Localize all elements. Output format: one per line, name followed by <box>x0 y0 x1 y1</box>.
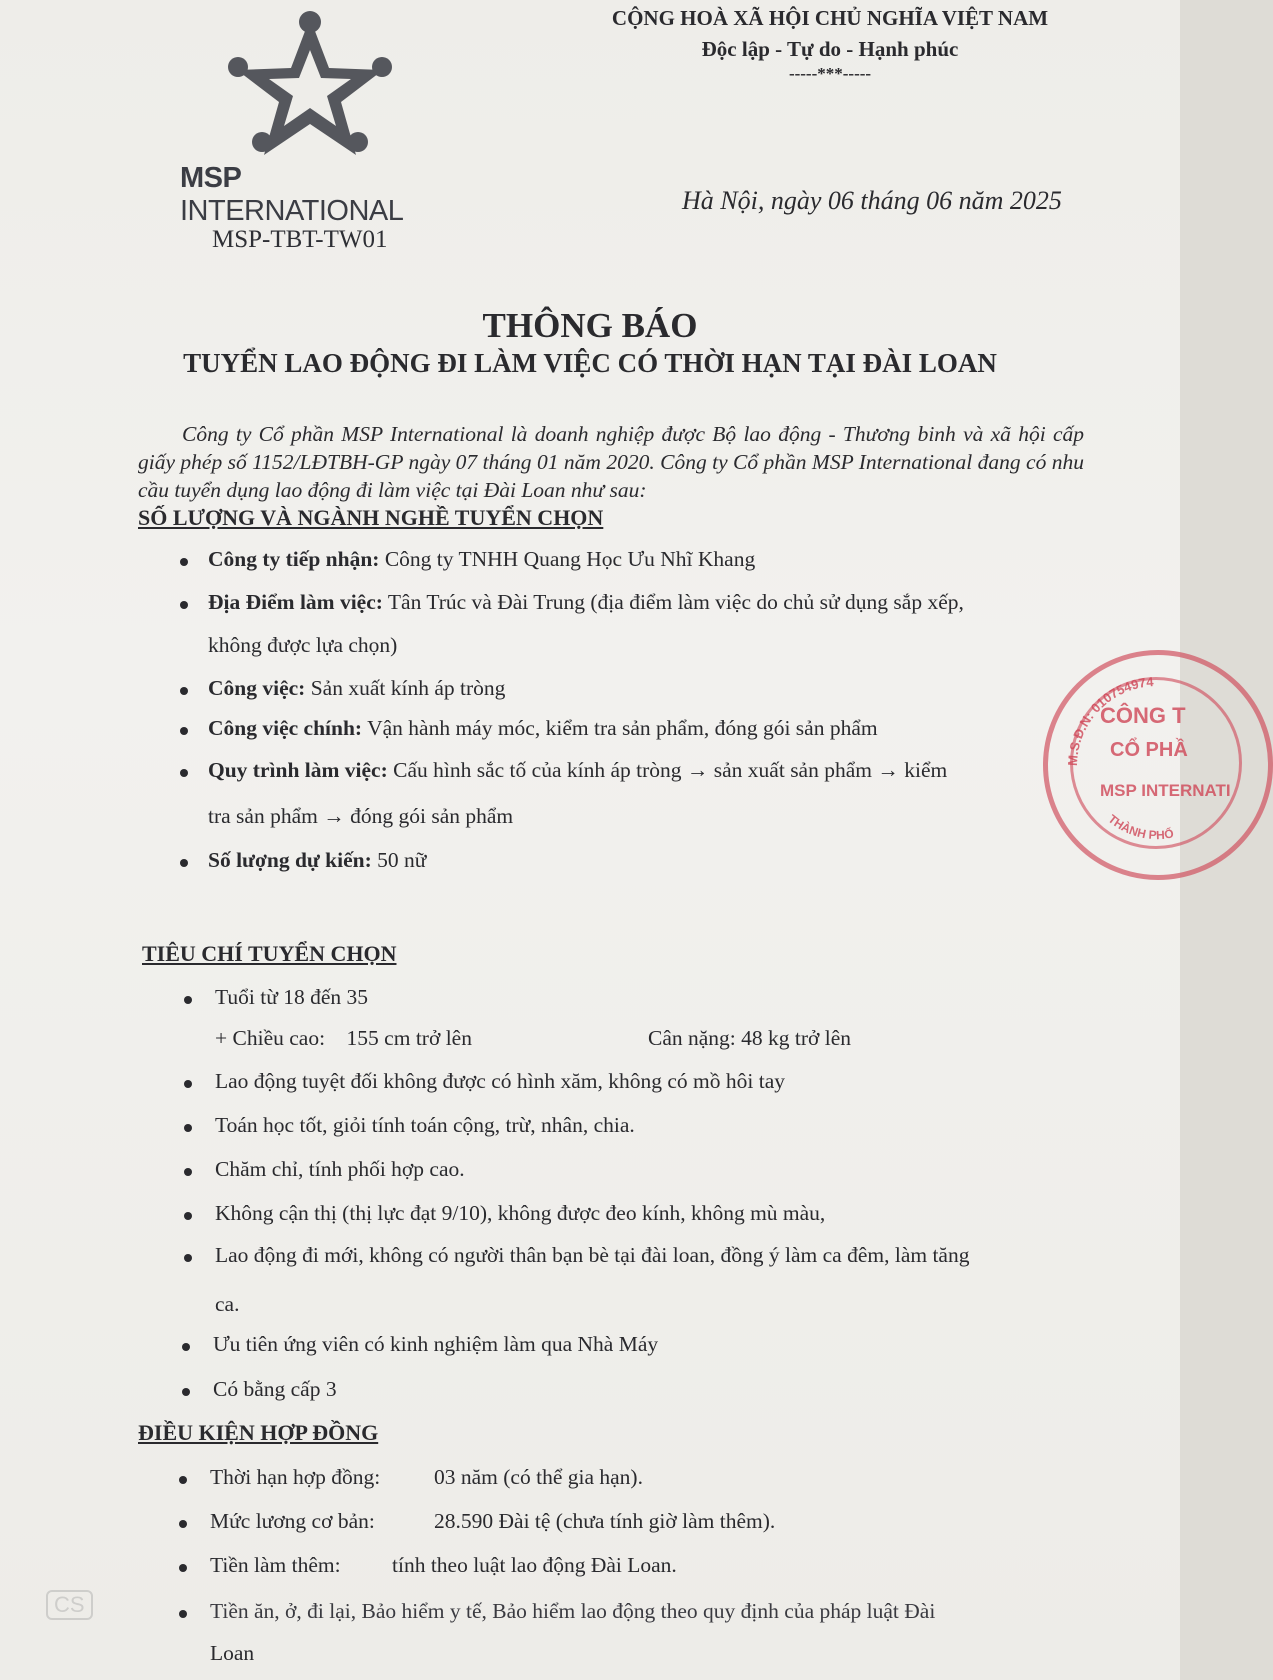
brand-name: MSP INTERNATIONAL <box>180 162 404 227</box>
stamp-line-2: CỔ PHẦ <box>1110 739 1188 761</box>
list-item: Số lượng dự kiến: 50 nữ <box>208 848 426 873</box>
motto-separator: -----***----- <box>788 64 872 83</box>
motto-text: Độc lập - Tự do - Hạnh phúc <box>701 37 959 61</box>
list-item: Địa Điểm làm việc: Tân Trúc và Đài Trung (địa điểm làm việc do chủ sử dụng sắp xếp, <box>208 590 964 615</box>
issue-date: Hà Nội, ngày 06 tháng 06 năm 2025 <box>682 186 1062 215</box>
list-item: Lao động tuyệt đối không được có hình xăm, không có mồ hôi tay <box>215 1069 785 1094</box>
list-item: Có bằng cấp 3 <box>213 1377 337 1402</box>
list-item: Không cận thị (thị lực đạt 9/10), không được đeo kính, không mù màu, <box>215 1201 825 1226</box>
list-item: Lao động đi mới, không có người thân bạn bè tại đài loan, đồng ý làm ca đêm, làm tăng <box>215 1243 969 1268</box>
list-item: Tiền ăn, ở, đi lại, Bảo hiểm y tế, Bảo hiểm lao động theo quy định của pháp luật Đài <box>210 1599 935 1624</box>
section-heading-contract: ĐIỀU KIỆN HỢP ĐỒNG <box>138 1420 379 1445</box>
list-item-continuation: Loan <box>210 1641 255 1665</box>
section-heading-criteria: TIÊU CHÍ TUYỂN CHỌN <box>142 941 397 966</box>
list-item: Tuổi từ 18 đến 35 <box>215 985 368 1010</box>
national-motto <box>560 6 1100 84</box>
height-requirement: + Chiều cao: 155 cm trở lên <box>215 1026 472 1050</box>
list-item: Công việc: Sản xuất kính áp tròng <box>208 676 505 701</box>
list-item: Toán học tốt, giỏi tính toán cộng, trừ, nhân, chia. <box>215 1113 635 1138</box>
document-subtitle: TUYỂN LAO ĐỘNG ĐI LÀM VIỆC CÓ THỜI HẠN TẠI ĐÀI LOAN <box>183 348 997 378</box>
section-heading-quantity: SỐ LƯỢNG VÀ NGÀNH NGHỀ TUYỂN CHỌN <box>138 505 604 530</box>
list-item: Ưu tiên ứng viên có kinh nghiệm làm qua Nhà Máy <box>213 1332 658 1357</box>
list-item-continuation: không được lựa chọn) <box>208 633 398 657</box>
star-logo-icon <box>225 10 395 160</box>
country-name: CỘNG HOÀ XÃ HỘI CHỦ NGHĨA VIỆT NAM <box>611 6 1049 30</box>
list-item: Quy trình làm việc: Cấu hình sắc tố của kính áp tròng → sản xuất sản phẩm → kiểm <box>208 758 947 783</box>
document-title: THÔNG BÁO <box>482 306 698 345</box>
list-item-continuation: ca. <box>215 1292 240 1316</box>
list-item-continuation: tra sản phẩm → đóng gói sản phẩm <box>208 804 514 828</box>
intro-paragraph: Công ty Cổ phần MSP International là doanh nghiệp được Bộ lao động - Thương binh và xã hội cấp giấy phép số 1152/LĐTBH-GP ngày 07 tháng 01 năm 2020. Công ty Cổ phần MSP International đang có nhu cầu tuyển dụng lao động đi làm việc tại Đài Loan như sau: <box>138 422 1084 502</box>
company-logo <box>180 10 450 228</box>
list-item: Thời hạn hợp đồng: 03 năm (có thể gia hạn). <box>210 1465 380 1490</box>
document-code: MSP-TBT-TW01 <box>212 226 388 253</box>
svg-text:THÀNH PHỐ: THÀNH PHỐ <box>1105 811 1175 843</box>
svg-text:M.S.Đ.N: 010754974: M.S.Đ.N: 010754974 <box>1064 674 1155 767</box>
list-item: Công việc chính: Vận hành máy móc, kiểm tra sản phẩm, đóng gói sản phẩm <box>208 716 878 741</box>
company-stamp <box>1043 650 1273 880</box>
list-item: Chăm chỉ, tính phối hợp cao. <box>215 1157 465 1182</box>
list-item: Công ty tiếp nhận: Công ty TNHH Quang Học Ưu Nhĩ Khang <box>208 547 755 572</box>
stamp-line-1: CÔNG T <box>1100 703 1186 728</box>
list-item: Tiền làm thêm: tính theo luật lao động Đài Loan. <box>210 1553 341 1578</box>
watermark: CS <box>46 1590 93 1620</box>
weight-requirement: Cân nặng: 48 kg trở lên <box>648 1026 852 1050</box>
stamp-line-3: MSP INTERNATI <box>1100 781 1231 800</box>
list-item: Mức lương cơ bản: 28.590 Đài tệ (chưa tính giờ làm thêm). <box>210 1509 375 1534</box>
